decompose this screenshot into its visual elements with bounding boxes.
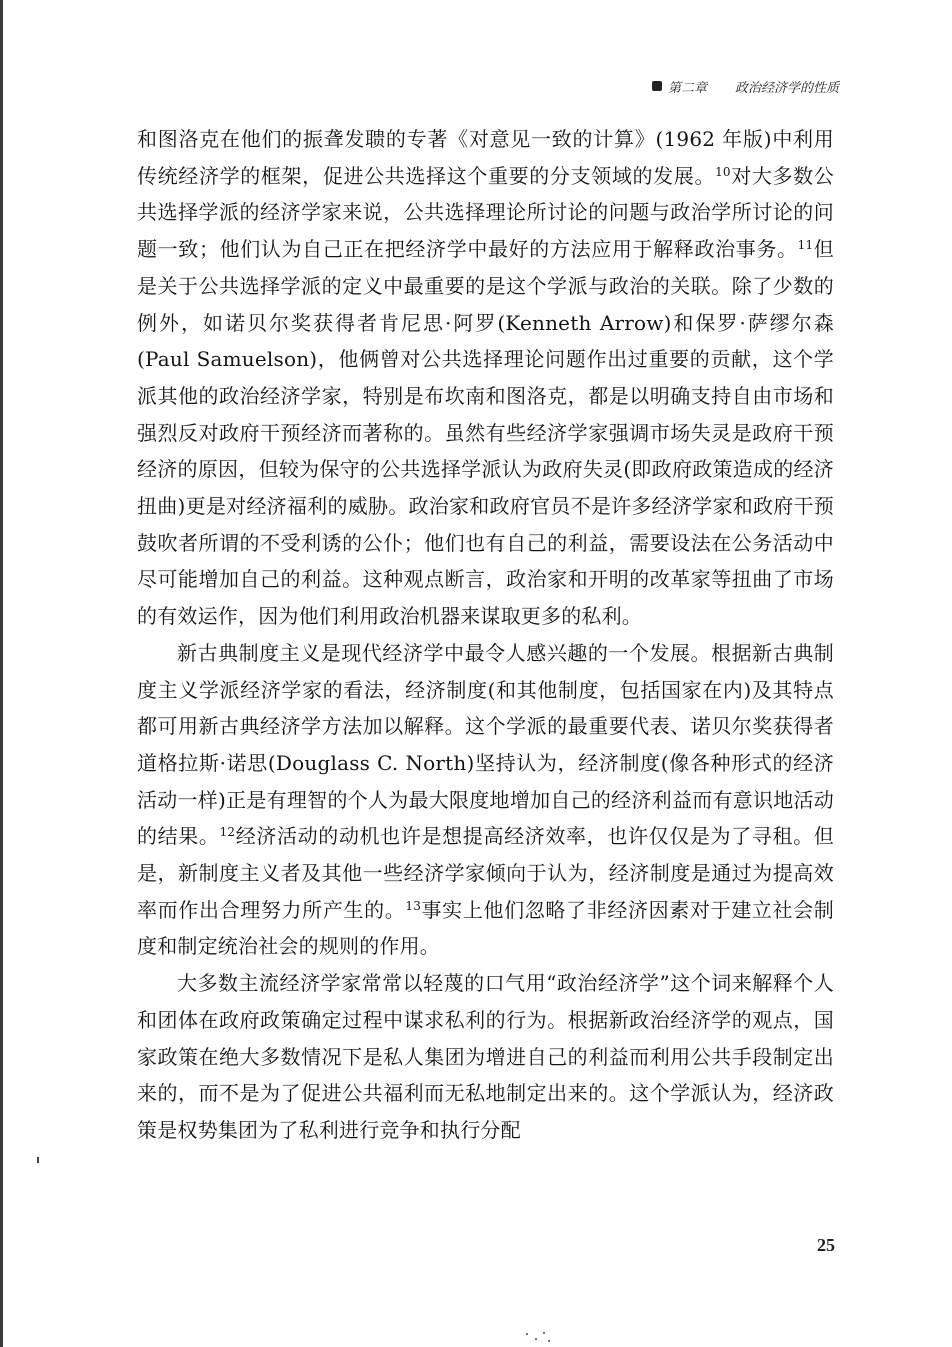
paragraph-text: 和图洛克在他们的振聋发聩的专著《对意见一致的计算》(1962 年版)中利用传统经济学的框架，促进公共选择这个重要的分支领域的发展。 [137,127,834,188]
scan-left-edge [0,0,3,1347]
paragraph-text: 但是关于公共选择学派的定义中最重要的是这个学派与政治的关联。除了少数的例外，如诺贝尔奖获得者肯尼思·阿罗(Kenneth Arrow)和保罗·萨缪尔森(Paul Samuelson)，他俩曾对公共选择理论问题作出过重要的贡献，这个学派其他的政治经济学家，特别是布坎南和图洛克，都是以明确支持自由市场和强烈反对政府干预经济而著称的。虽然有些经济学家强调市场失灵是政府干预经济的原因，但较为保守的公共选择学派认为政府失灵(即政府政策造成的经济扭曲)更是对经济福利的威胁。政治家和政府官员不是许多经济学家和政府干预鼓吹者所谓的不受利诱的公仆；他们也有自己的利益，需要设法在公务活动中尽可能增加自己的利益。这种观点断言，政治家和开明的改革家等扭曲了市场的有效运作，因为他们利用政治机器来谋取更多的私利。 [137,237,834,629]
paragraph-text: 经济活动的动机也许是想提高经济效率，也许仅仅是为了寻租。但是，新制度主义者及其他一些经济学家倾向于认为，经济制度是通过为提高效率而作出合理努力所产生的。 [137,824,834,922]
paragraph [137,965,834,1149]
paragraph [137,121,834,635]
chapter-title: 政治经济学的性质 [734,80,839,96]
scan-specks [524,1330,554,1344]
paragraph-text: 对大多数公共选择学派的经济学家来说，公共选择理论所讨论的问题与政治学所讨论的问题一致；他们认为自己正在把经济学中最好的方法应用于解释政治事务。 [137,163,834,262]
paragraph-text: 大多数主流经济学家常常以轻蔑的口气用“政治经济学”这个词来解释个人和团体在政府政策确定过程中谋求私利的行为。根据新政治经济学的观点，国家政策在绝大多数情况下是私人集团为增进自己的利益而利用公共手段制定出来的，而不是为了促进公共福利而无私地制定出来的。这个学派认为，经济政策是权势集团为了私利进行竞争和执行分配 [137,971,834,1142]
footnote-ref: 10 [715,164,731,179]
page-number: 25 [817,1235,835,1255]
chapter-label: 第二章 [667,80,707,96]
footnote-ref: 11 [797,238,814,253]
header-bullet-icon [652,81,662,91]
body-text [137,121,834,1149]
running-header [652,75,839,97]
paragraph [137,635,834,965]
paragraph-text: 事实上他们忽略了非经济因素对于建立社会制度和制定统治社会的规则的作用。 [137,897,834,959]
footnote-ref: 13 [405,898,422,913]
footnote-ref: 12 [219,825,236,840]
margin-mark [37,1157,39,1163]
paragraph-text: 新古典制度主义是现代经济学中最令人感兴趣的一个发展。根据新古典制度主义学派经济学家的看法，经济制度(和其他制度，包括国家在内)及其特点都可用新古典经济学方法加以解释。这个学派的最重要代表、诺贝尔奖获得者道格拉斯·诺思(Douglass C. North)坚持认为，经济制度(像各种形式的经济活动一样)正是有理智的个人为最大限度地增加自己的经济利益而有意识地活动的结果。 [137,640,834,849]
